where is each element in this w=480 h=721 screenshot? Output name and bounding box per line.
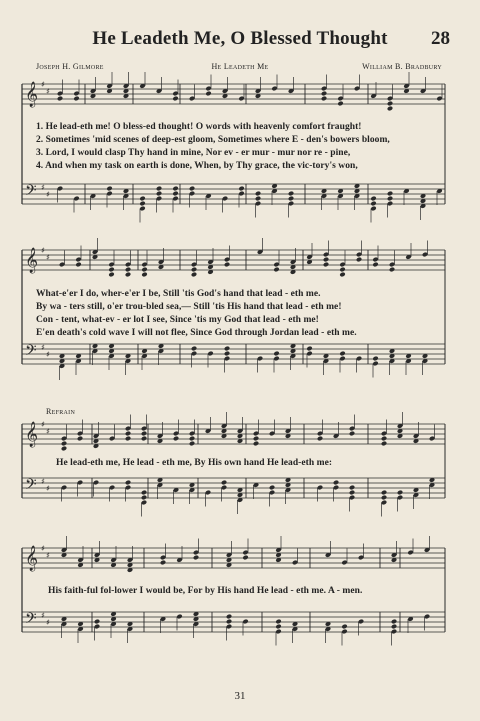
note-head (255, 196, 261, 202)
page-number: 31 (234, 690, 246, 702)
treble-clef-icon: 𝄞 (25, 248, 39, 273)
note-head (341, 624, 347, 630)
sharp-icon: ♯ (46, 484, 50, 493)
composer-credit: William B. Bradbury (362, 62, 442, 71)
note-head (356, 257, 362, 263)
bass-clef-icon: 𝄢 (25, 610, 37, 631)
note-head (288, 196, 294, 202)
note-head (139, 196, 145, 202)
staff (22, 344, 445, 364)
note-head (172, 96, 178, 102)
sharp-icon: ♯ (46, 87, 50, 96)
note-head (226, 614, 232, 620)
note-head (125, 436, 131, 442)
note-head (381, 490, 387, 496)
note-head (94, 619, 100, 625)
note-head (387, 106, 393, 112)
note-head (349, 431, 355, 437)
note-head (189, 441, 195, 447)
note-head (125, 480, 131, 486)
note-head (391, 624, 397, 630)
note-head (275, 624, 281, 630)
sharp-icon: ♯ (41, 246, 45, 255)
note-head (106, 186, 112, 192)
note-head (389, 267, 395, 273)
note-head (317, 436, 323, 442)
note-head (273, 351, 279, 357)
note-head (125, 267, 131, 273)
sharp-icon: ♯ (46, 618, 50, 627)
verse-2-line-2: By wa - ters still, o'er trou-bled sea,— Still 'tis His hand that lead - eth me! (36, 302, 342, 312)
note-head (269, 485, 275, 491)
note-head (108, 267, 114, 273)
note-head (323, 262, 329, 268)
note-head (221, 480, 227, 486)
sharp-icon: ♯ (46, 253, 50, 262)
note-head (387, 191, 393, 197)
hymn-title: He Leadeth Me, O Blessed Thought (92, 28, 388, 49)
verse-1-line-2: What-e'er I do, wher-e'er I be, Still 'tis God's hand that lead - eth me. (36, 289, 321, 299)
note-head (273, 267, 279, 273)
hymn-number: 28 (431, 28, 450, 49)
sharp-icon: ♯ (46, 551, 50, 560)
sharp-icon: ♯ (41, 80, 45, 89)
treble-clef-icon: 𝄞 (25, 546, 39, 571)
sharp-icon: ♯ (41, 183, 45, 192)
note-head (391, 619, 397, 625)
note-head (306, 346, 312, 352)
note-head (321, 96, 327, 102)
note-head (141, 267, 147, 273)
note-head (387, 196, 393, 202)
note-head (205, 91, 211, 97)
sharp-icon: ♯ (41, 477, 45, 486)
note-head (397, 490, 403, 496)
note-head (156, 186, 162, 192)
refrain-label: Refrain (46, 407, 76, 416)
verse-4-line-1: 4. And when my task on earth is done, When, by Thy grace, the vic-tory's won, (36, 161, 358, 171)
note-head (372, 262, 378, 268)
tune-name: He Leadeth Me (211, 62, 269, 71)
sharp-icon: ♯ (46, 427, 50, 436)
note-head (141, 431, 147, 437)
note-head (224, 262, 230, 268)
note-head (108, 272, 114, 278)
note-head (339, 267, 345, 273)
note-head (381, 436, 387, 442)
lyricist-credit: Joseph H. Gilmore (36, 62, 104, 71)
note-head (339, 272, 345, 278)
note-head (172, 191, 178, 197)
note-head (242, 555, 248, 561)
bass-clef-icon: 𝄢 (25, 342, 37, 363)
note-head (224, 351, 230, 357)
note-head (141, 272, 147, 278)
note-head (253, 441, 259, 447)
note-head (337, 101, 343, 107)
note-head (370, 201, 376, 207)
bass-clef-icon: 𝄢 (25, 476, 37, 497)
refrain-line-1: He lead-eth me, He lead - eth me, By His own hand He lead-eth me: (56, 458, 333, 468)
note-head (288, 191, 294, 197)
treble-clef-icon: 𝄞 (25, 82, 39, 107)
sharp-icon: ♯ (41, 343, 45, 352)
sharp-icon: ♯ (46, 350, 50, 359)
note-head (73, 96, 79, 102)
note-head (349, 485, 355, 491)
note-head (125, 431, 131, 437)
note-head (191, 272, 197, 278)
note-head (77, 436, 83, 442)
sharp-icon: ♯ (41, 611, 45, 620)
note-head (61, 441, 67, 447)
note-head (57, 96, 63, 102)
note-head (381, 441, 387, 447)
treble-clef-icon: 𝄞 (25, 422, 39, 447)
note-head (255, 191, 261, 197)
staff (22, 250, 445, 270)
staff (22, 548, 445, 568)
staff (22, 478, 445, 498)
note-head (253, 436, 259, 442)
note-head (141, 436, 147, 442)
note-head (141, 495, 147, 501)
note-head (189, 436, 195, 442)
verse-3-line-1: 3. Lord, I would clasp Thy hand in mine, Nor ev - er mur - mur nor re - pine, (36, 148, 351, 158)
bass-clef-icon: 𝄢 (25, 182, 37, 203)
verse-3-line-2: Con - tent, what-ev - er lot I see, Since 'tis my God that lead - eth me! (36, 315, 319, 325)
note-head (238, 186, 244, 192)
verse-4-line-2: E'en death's cold wave I will not flee, Since God through Jordan lead - eth me. (36, 328, 357, 338)
note-head (387, 101, 393, 107)
note-head (173, 436, 179, 442)
note-head (275, 619, 281, 625)
music-system-3 (0, 414, 480, 524)
verse-2-line-1: 2. Sometimes 'mid scenes of deep-est gloom, Sometimes where E - den's bowers bloom, (36, 135, 390, 145)
note-head (139, 201, 145, 207)
note-head (193, 555, 199, 561)
note-head (226, 619, 232, 625)
note-head (191, 346, 197, 352)
note-head (61, 446, 67, 452)
note-head (125, 272, 131, 278)
verse-1-line-1: 1. He lead-eth me! O bless-ed thought! O words with heavenly comfort fraught! (36, 122, 362, 132)
note-head (141, 490, 147, 496)
note-head (191, 267, 197, 273)
note-head (321, 91, 327, 97)
note-head (339, 351, 345, 357)
note-head (156, 191, 162, 197)
note-head (381, 495, 387, 501)
refrain-line-2: His faith-ful fol-lower I would be, For by His hand He lead - eth me. A - men. (48, 586, 363, 596)
note-head (349, 490, 355, 496)
note-head (323, 257, 329, 263)
note-head (189, 186, 195, 192)
note-head (370, 196, 376, 202)
note-head (75, 262, 81, 268)
note-head (372, 356, 378, 362)
music-system-4 (0, 540, 480, 670)
note-head (333, 480, 339, 486)
note-head (224, 346, 230, 352)
sharp-icon: ♯ (46, 190, 50, 199)
sharp-icon: ♯ (41, 544, 45, 553)
note-head (160, 560, 166, 566)
note-head (172, 186, 178, 192)
sharp-icon: ♯ (41, 420, 45, 429)
staff (22, 612, 445, 632)
